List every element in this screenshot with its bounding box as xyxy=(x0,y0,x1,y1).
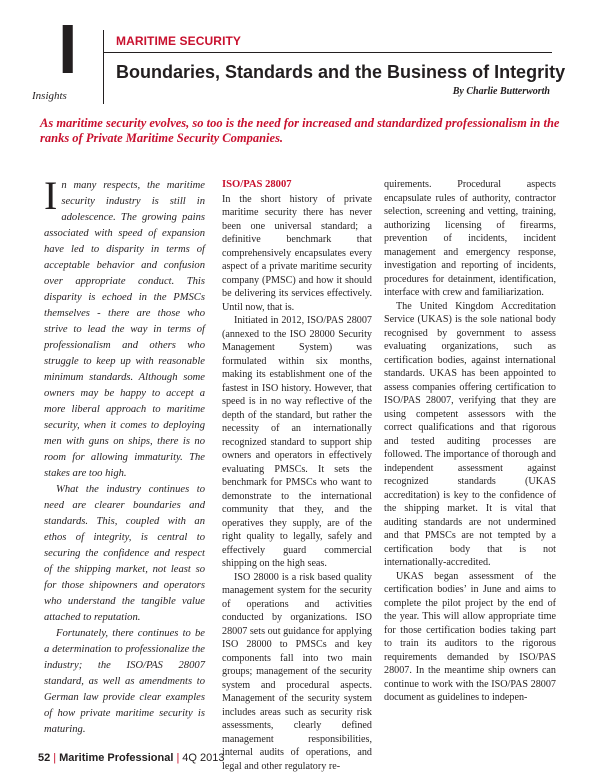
header-horizontal-rule xyxy=(104,52,552,53)
issue-label: 4Q 2013 xyxy=(182,752,225,764)
body-column-right xyxy=(384,178,556,705)
intro-paragraph-1 xyxy=(44,173,205,482)
page-number: 52 xyxy=(38,752,51,764)
body-column-middle xyxy=(222,178,372,773)
intro-column xyxy=(44,173,205,738)
body-paragraph: ISO 28000 is a risk based quality management system for the security of operations and activities conducted by organizations. ISO 28007 sets out guidance for applying ISO 28000 to PMSCs and key components fall into two main groups; management of the security system and procedural aspects. Management of the security system includes areas such as security risk assessments, clearly defined management responsibilities, internal audits of operations, and legal and other regulatory re- xyxy=(222,571,372,772)
body-paragraph: UKAS began assessment of the certification bodies’ in June and aims to complete the pilot project by the end of the year. This will allow appropriate time for those certification bodies taking part to train its auditors to the rigorous requirements demanded by ISO/PAS 28007. In the meantime ship owners can continue to work with the ISO/PAS 28007 document as guidelines to indepen- xyxy=(384,570,556,703)
intro-paragraph-1-text: n many respects, the maritime security industry is still in adolescence. The growing pains associated with speed of expansion have led to disparity in terms of acceptable behavior and confusion over appropriate conduct. This disparity is echoed in the PMSCs themselves - there are those who strive to lead the way in terms of professionalism and others who struggle to keep up with reasonable minimum standards. Although some owners may be happy to accept a more liberal approach to maritime security, when it comes to deploying men with guns on ships, there is no room for allowing immaturity. The stakes are too high. xyxy=(44,180,205,479)
article-standfirst: As maritime security evolves, so too is the need for increased and standardized professionalism in the ranks of Private Maritime Security Companies. xyxy=(40,116,560,145)
drop-cap: I xyxy=(44,173,58,218)
intro-paragraph-3: Fortunately, there continues to be a determination to professionalize the industry; the ISO/PAS 28007 standard, as well as amendments to German law provide clear examples of how private maritime security is maturing. xyxy=(44,628,205,735)
publication-name: Maritime Professional xyxy=(59,752,174,764)
body-subhead: ISO/PAS 28007 xyxy=(222,179,292,190)
article-headline: Boundaries, Standards and the Business of Integrity xyxy=(116,62,566,82)
header-vertical-rule xyxy=(103,30,104,104)
insights-label: Insights xyxy=(32,90,67,102)
footer-separator: | xyxy=(53,752,57,764)
body-paragraph: quirements. Procedural aspects encapsulate rules of authority, contractor selection, screening and vetting, training, authorizing licensing of firearms, prevention of incidents, incident management and emergency response, investigation and reporting of incidents, procedures for detainment, identification, interface with crew and familiarization. xyxy=(384,179,556,298)
body-paragraph: In the short history of private maritime security there has never been one universal standard; a definitive benchmark that comprehensively encapsulates every aspect of a private maritime security company (PMSC) and how it should be delivering its services effectively. Until now, that is. xyxy=(222,193,372,313)
body-paragraph: Initiated in 2012, ISO/PAS 28007 (annexed to the ISO 28000 Security Management System) was formulated within six months, making its establishment one of the fastest in ISO history. However, that speed is in no way reflective of the depth of the standard, but rather the necessity of an internationally recognized standard to support ship owners and operators in effectively evaluating PMSCs. It sets the benchmark for PMSCs who want to demonstrate to the international community that they, and the operatives they supply, are of the right quality to legally, safely and effectively guard commercial shipping on the high seas. xyxy=(222,315,372,569)
footer-separator: | xyxy=(176,752,180,764)
article-byline: By Charlie Butterworth xyxy=(452,86,550,97)
page-footer xyxy=(38,752,225,764)
intro-paragraph-2: What the industry continues to need are clearer boundaries and standards. This, coupled with an ethos of integrity, is central to securing the confidence and respect of the shipping market, not least so for those shipowners and operators who understand the tangible value attached to reputation. xyxy=(44,484,205,623)
section-initial-letter: I xyxy=(58,10,78,88)
body-paragraph: The United Kingdom Accreditation Service (UKAS) is the sole national body recognised by government to assess evaluating organizations, such as certification bodies, against international standards. UKAS has been appointed to assess companies offering certification to ISO/PAS 28007, verifying that they are using competent assessors with the correct qualifications and that rigorous and tested auditing processes are followed. The importance of thorough and independent assessment against recognized standards (UKAS accreditation) is key to the confidence of the shipping market. It is vital that auditing standards are not undermined and that PMSCs are not tempted by a certification body that is not internationally-accredited. xyxy=(384,300,556,568)
section-label: MARITIME SECURITY xyxy=(116,34,242,48)
